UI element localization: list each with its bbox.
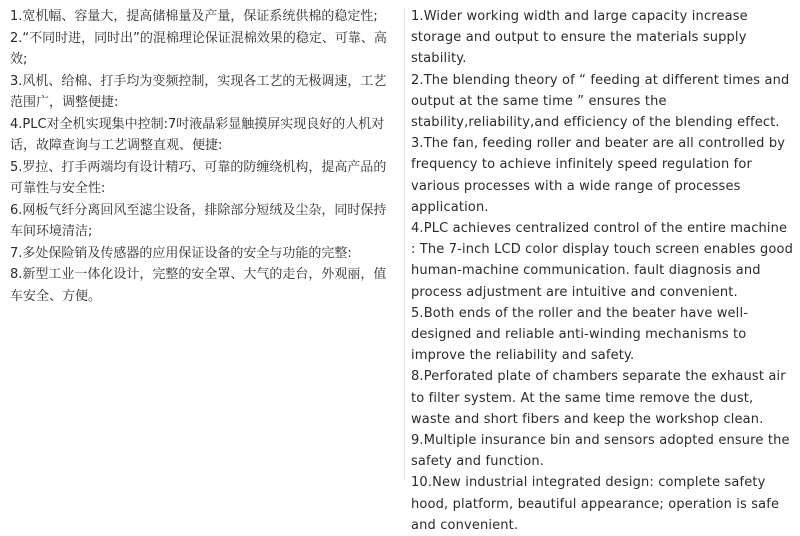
en-feature-1: 1.Wider working width and large capacity increase storage and output to ensure the materials supply stability. <box>411 9 748 67</box>
zh-feature-4: 4.PLC对全机实现集中控制:7吋液晶彩显触摸屏实现良好的人机对话，故障查询与工艺调整直观、便捷: <box>10 116 385 153</box>
zh-feature-5: 5.罗拉、打手两端均有设计精巧、可靠的防缠绕机构，提高产品的可靠性与安全性: <box>10 159 387 196</box>
en-feature-5: 5.Both ends of the roller and the beater have well-designed and reliable anti-winding mechanisms to improve the reliability and safety. <box>411 305 749 364</box>
en-feature-4: 4.PLC achieves centralized control of the entire machine : The 7-inch LCD color display touch screen enables good human-machine communication. fault diagnosis and process adjustment are intuitive and convenient. <box>411 221 793 300</box>
zh-feature-3: 3.风机、给棉、打手均为变频控制，实现各工艺的无极调速，工艺范围广，调整便捷: <box>10 73 387 110</box>
zh-feature-2: 2.“不同时进，同时出”的混棉理论保证混棉效果的稳定、可靠、高效; <box>10 30 387 67</box>
zh-feature-6: 6.网板气纤分离回风至滤尘设备，排除部分短绒及尘杂，同时保持车间环境清洁; <box>10 202 387 239</box>
zh-feature-1: 1.宽机幅、容量大，提高储棉量及产量，保证系统供棉的稳定性; <box>10 9 378 24</box>
en-feature-3: 3.The fan, feeding roller and beater are all controlled by frequency to achieve infinitely speed regulation for various processes with a wide range of processes application. <box>411 136 786 215</box>
zh-feature-7: 7.多处保险销及传感器的应用保证设备的安全与功能的完整: <box>10 245 352 261</box>
column-divider <box>404 8 405 480</box>
chinese-feature-list <box>10 6 398 307</box>
zh-feature-8: 8.新型工业一体化设计，完整的安全罩、大气的走台，外观丽，值车安全、方便。 <box>10 267 387 304</box>
en-feature-2: 2.The blending theory of “ feeding at different times and output at the same time ” ensures the stability,reliability,and efficiency of the blending effect. <box>411 72 790 131</box>
english-feature-list <box>411 6 795 536</box>
en-feature-9: 9.Multiple insurance bin and sensors adopted ensure the safety and function. <box>411 433 790 470</box>
en-feature-10: 10.New industrial integrated design: complete safety hood, platform, beautiful appearance; operation is safe and convenient. <box>411 475 780 533</box>
en-feature-8: 8.Perforated plate of chambers separate the exhaust air to filter system. At the same time remove the dust, waste and short fibers and keep the workshop clean. <box>411 369 786 427</box>
